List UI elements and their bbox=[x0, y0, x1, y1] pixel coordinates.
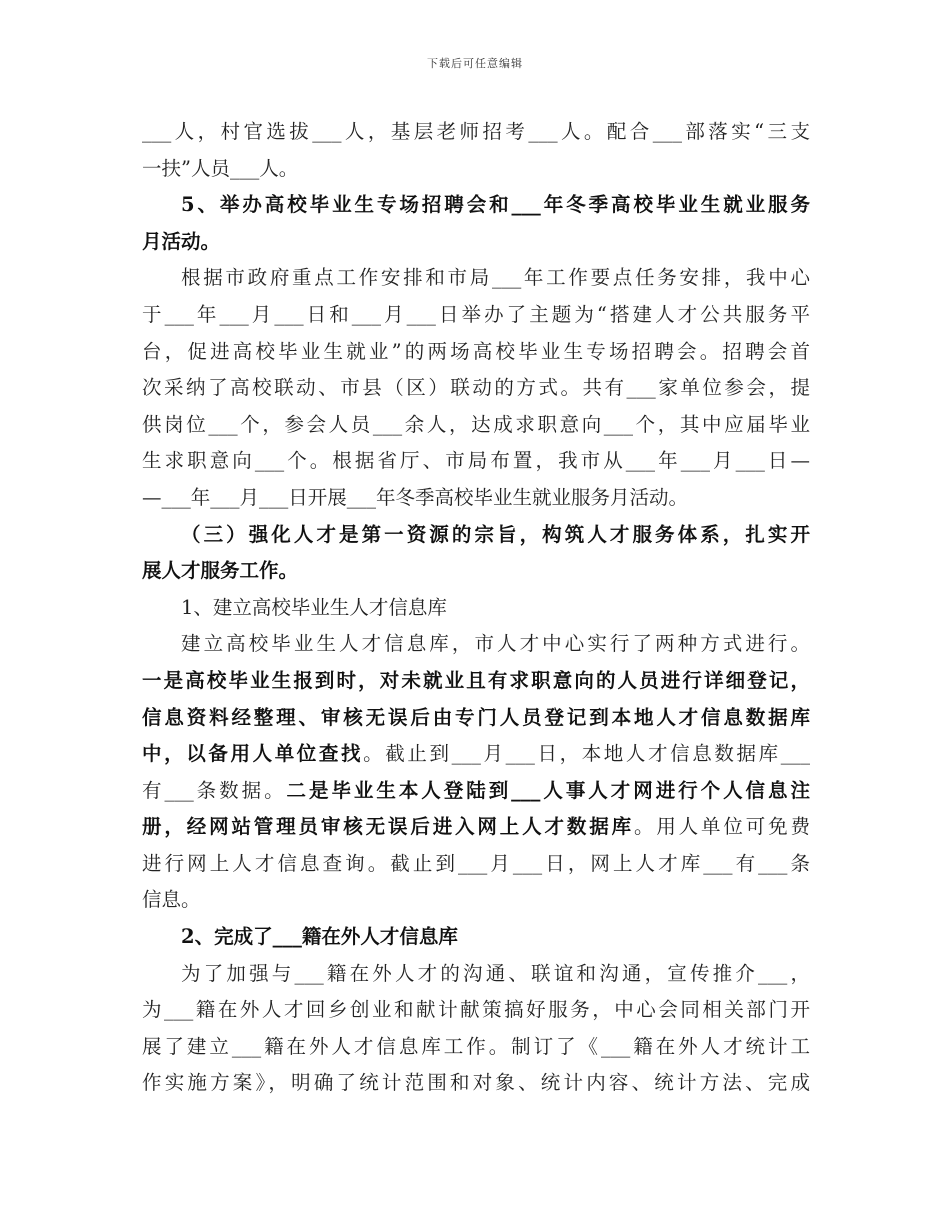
bold-text-segment: 月活动。 bbox=[142, 229, 221, 253]
text-line bbox=[142, 1065, 810, 1102]
text-line bbox=[142, 919, 810, 956]
text-segment: 作实施方案》，明确了统计范围和对象、统计内容、统计方法、完成 bbox=[142, 1071, 810, 1095]
text-segment: 台，促进高校毕业生就业”的两场高校毕业生专场招聘会。招聘会首 bbox=[142, 339, 810, 363]
text-segment: 生求职意向___个。根据省厅、市局布置，我市从___年___月___日— bbox=[142, 449, 810, 473]
text-line bbox=[142, 114, 810, 151]
text-line bbox=[142, 187, 810, 224]
text-segment: 为了加强与___籍在外人才的沟通、联谊和沟通，宣传推介___， bbox=[181, 961, 810, 985]
bold-text-segment: 二是毕业生本人登陆到___人事人才网进行个人信息注 bbox=[286, 778, 810, 802]
text-segment: 一扶”人员___人。 bbox=[142, 156, 299, 180]
bold-text-segment: 展人才服务工作。 bbox=[142, 559, 299, 583]
text-line bbox=[142, 700, 810, 737]
bold-text-segment: 5、举办高校毕业生专场招聘会和___年冬季高校毕业生就业服务 bbox=[181, 193, 810, 217]
text-line bbox=[142, 809, 810, 846]
text-segment: 1、建立高校毕业生人才信息库 bbox=[181, 595, 447, 619]
text-line bbox=[142, 334, 810, 371]
text-line bbox=[142, 370, 810, 407]
bold-text-segment: 2、完成了___籍在外人才信息库 bbox=[181, 925, 458, 949]
text-segment: —___年___月___日开展___年冬季高校毕业生就业服务月活动。 bbox=[142, 485, 689, 509]
text-segment: 建立高校毕业生人才信息库，市人才中心实行了两种方式进行。 bbox=[181, 632, 810, 656]
text-line bbox=[142, 590, 810, 627]
text-line bbox=[142, 663, 810, 700]
text-line bbox=[142, 553, 810, 590]
bold-text-segment: 信息资料经整理、审核无误后由专门人员登记到本地人才信息数据库 bbox=[142, 705, 810, 729]
text-line bbox=[142, 443, 810, 480]
text-segment: 有___条数据。 bbox=[142, 778, 287, 802]
text-line bbox=[142, 1029, 810, 1066]
text-line bbox=[142, 297, 810, 334]
text-segment: 供岗位___个，参会人员___余人，达成求职意向___个，其中应届毕业 bbox=[142, 412, 810, 436]
text-line bbox=[142, 626, 810, 663]
text-segment: 展了建立___籍在外人才信息库工作。制订了《___籍在外人才统计工 bbox=[142, 1034, 810, 1058]
text-line bbox=[142, 956, 810, 993]
text-line bbox=[142, 517, 810, 554]
document-body bbox=[142, 114, 810, 1102]
text-segment: 。截止到___月___日，本地人才信息数据库___ bbox=[363, 742, 810, 766]
page-header: 下载后可任意编辑 bbox=[427, 57, 523, 70]
text-line bbox=[142, 846, 810, 883]
text-segment: 于___年___月___日和___月___日举办了主题为“搭建人才公共服务平 bbox=[142, 302, 810, 326]
text-line bbox=[142, 480, 810, 517]
text-line bbox=[142, 224, 810, 261]
text-segment: 次采纳了高校联动、市县（区）联动的方式。共有___家单位参会，提 bbox=[142, 376, 810, 400]
text-segment: 为___籍在外人才回乡创业和献计献策搞好服务，中心会同相关部门开 bbox=[142, 998, 810, 1022]
text-line bbox=[142, 260, 810, 297]
bold-text-segment: 中，以备用人单位查找 bbox=[142, 742, 364, 766]
text-line bbox=[142, 882, 810, 919]
text-segment: 。用人单位可免费 bbox=[633, 815, 810, 839]
bold-text-segment: （三）强化人才是第一资源的宗旨，构筑人才服务体系，扎实开 bbox=[181, 522, 810, 546]
text-segment: ___人，村官选拔___人，基层老师招考___人。配合___部落实“三支 bbox=[142, 120, 810, 143]
text-segment: 进行网上人才信息查询。截止到___月___日，网上人才库___有___条 bbox=[142, 851, 810, 875]
bold-text-segment: 册，经网站管理员审核无误后进入网上人才数据库 bbox=[142, 815, 634, 839]
text-line bbox=[142, 992, 810, 1029]
text-segment: 根据市政府重点工作安排和市局___年工作要点任务安排，我中心 bbox=[181, 266, 810, 290]
text-line bbox=[142, 736, 810, 773]
text-line bbox=[142, 407, 810, 444]
bold-text-segment: 一是高校毕业生报到时，对未就业且有求职意向的人员进行详细登记， bbox=[142, 668, 810, 692]
text-line bbox=[142, 773, 810, 810]
text-line bbox=[142, 151, 810, 188]
text-segment: 信息。 bbox=[142, 888, 201, 912]
